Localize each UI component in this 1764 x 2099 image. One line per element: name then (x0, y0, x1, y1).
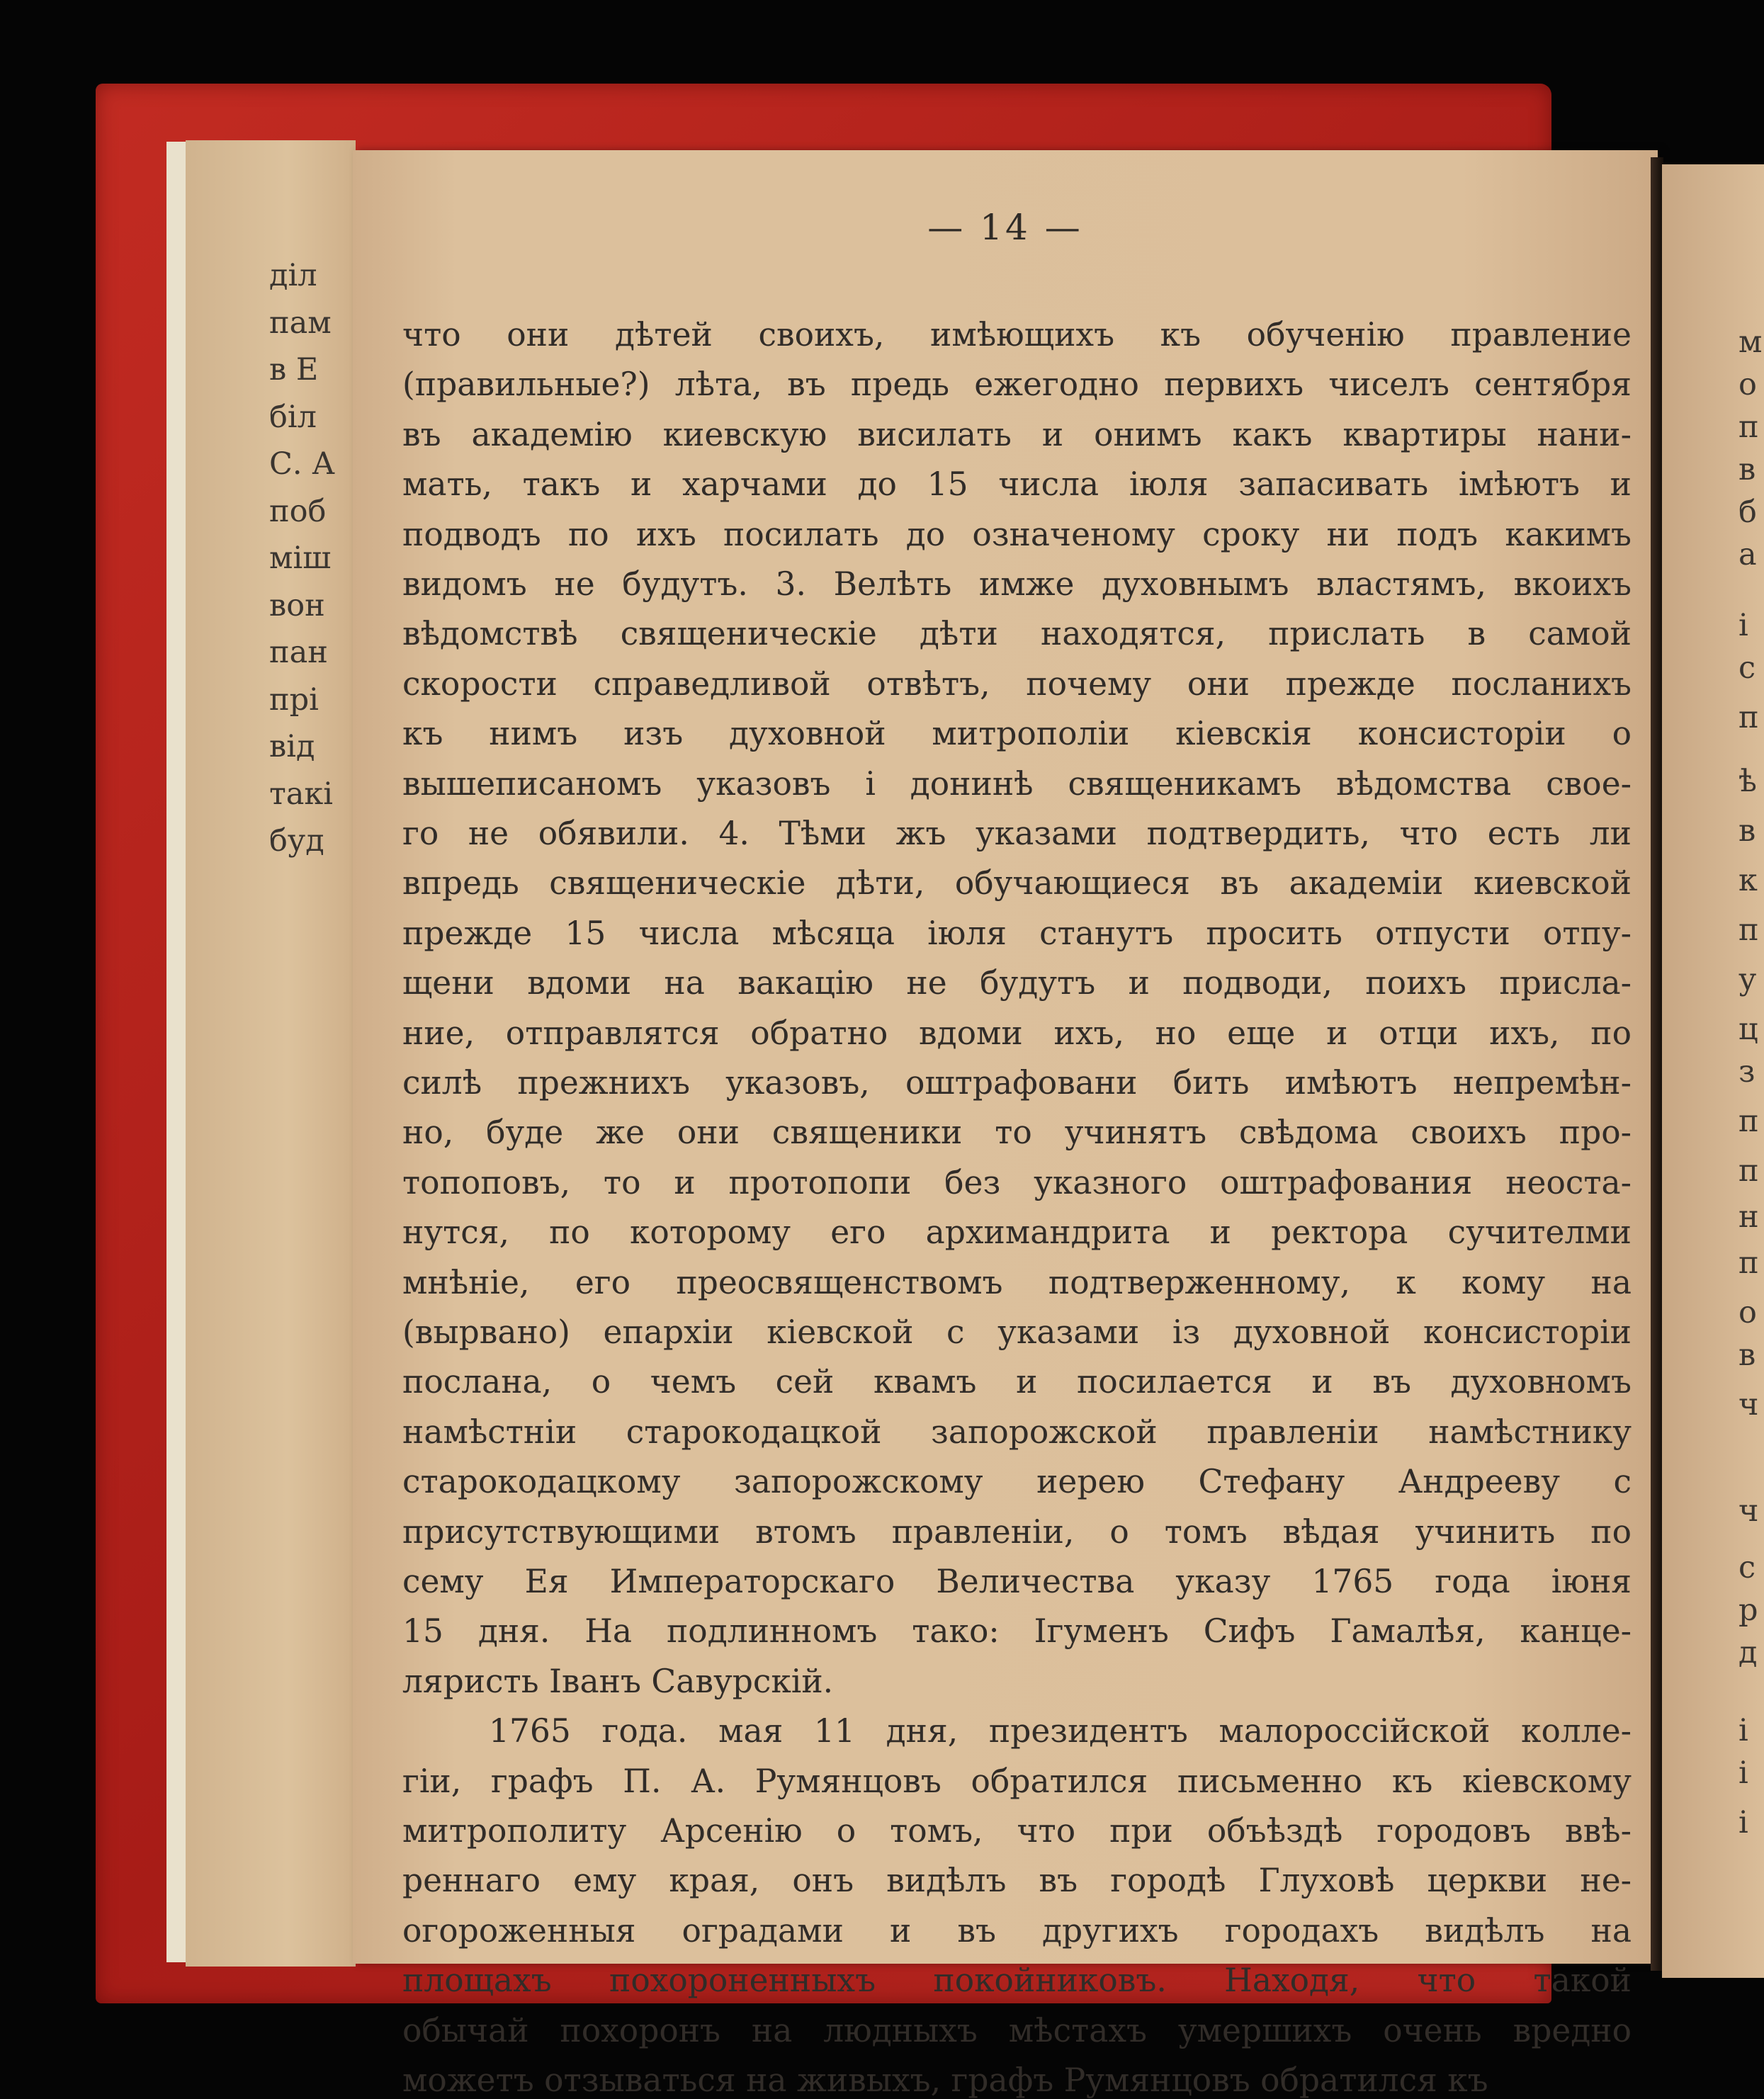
right-page-fragment: в (1738, 813, 1756, 849)
text-line: въ академію киевскую висилать и онимъ какъ квартиры нани- (402, 415, 1632, 453)
text-line: присутствующими втомъ правленіи, о томъ вѣдая учинить по (402, 1512, 1632, 1551)
right-page-fragment: і (1738, 1805, 1748, 1840)
left-page-fragment: від (269, 729, 315, 764)
right-page-fragment: і (1738, 1755, 1748, 1791)
text-line: (правильные?) лѣта, въ предь ежегодно первихъ чиселъ сентября (402, 366, 1632, 404)
text-line: вѣдомствѣ священическіе дѣти находятся, прислать в самой (402, 615, 1632, 653)
right-page-fragment: і (1738, 1713, 1748, 1748)
text-line: мнѣніе, его преосвященствомъ подтверженному, к кому на (402, 1263, 1632, 1301)
right-page-fragment: п (1738, 1245, 1759, 1281)
right-page-fragment: і (1738, 608, 1748, 643)
right-page-fragment: с (1738, 1550, 1756, 1585)
right-page-fragment: р (1738, 1592, 1758, 1628)
left-page-fragment: в Е (269, 352, 319, 387)
text-line: скорости справедливой отвѣтъ, почему они прежде посланихъ (402, 664, 1632, 703)
text-line: 1765 года. мая 11 дня, президентъ малороссійской колле- (489, 1712, 1632, 1750)
left-page-fragment: пам (269, 305, 332, 341)
text-line: видомъ не будутъ. 3. Велѣть имже духовнымъ властямъ, вкоихъ (402, 565, 1632, 603)
text-line: площахъ похороненныхъ покойниковъ. Находя, что такой (402, 1962, 1632, 2000)
right-page-fragment: з (1738, 1054, 1755, 1090)
text-line: щени вдоми на вакацію не будутъ и подводи, поихъ присла- (402, 964, 1632, 1002)
text-line: ляристь Іванъ Савурскій. (402, 1662, 834, 1700)
text-line: впредь священическіе дѣти, обучающиеся въ академіи киевской (402, 864, 1632, 903)
text-line: мать, такъ и харчами до 15 числа іюля запасивать імѣютъ и (402, 465, 1632, 504)
text-line: огороженныя оградами и въ другихъ городахъ видѣлъ на (402, 1911, 1632, 1950)
text-line: митрополиту Арсенію о томъ, что при объѣздѣ городовъ ввѣ- (402, 1812, 1632, 1850)
right-page-fragment: д (1738, 1635, 1758, 1670)
text-line: сему Ея Императорскаго Величества указу 1765 года іюня (402, 1563, 1632, 1600)
text-line: старокодацкому запорожскому иерею Стефану Андрееву с (402, 1463, 1632, 1501)
right-page-fragment: п (1738, 700, 1759, 735)
right-page-fragment: в (1738, 452, 1756, 487)
text-line: обычай похоронъ на людныхъ мѣстахъ умершихъ очень вредно (402, 2011, 1632, 2049)
book-page (353, 150, 1658, 2099)
text-line: ние, отправлятся обратно вдоми ихъ, но еще и отци ихъ, по (402, 1014, 1632, 1052)
left-page-fragment: біл (269, 399, 317, 435)
right-page-fragment: о (1738, 1295, 1757, 1330)
right-page-fragment: ѣ (1738, 764, 1757, 799)
right-page-edge (1662, 164, 1764, 1978)
right-page-fragment: а (1738, 537, 1757, 572)
text-line: го не обявили. 4. Тѣми жъ указами подтвердить, что есть ли (402, 815, 1632, 852)
right-page-fragment: б (1738, 494, 1757, 530)
left-page-fragment: вон (269, 587, 325, 623)
right-page-fragment: о (1738, 367, 1757, 402)
right-page-fragment: ц (1738, 1012, 1758, 1047)
right-page-fragment: п (1738, 1153, 1759, 1189)
right-page-fragment: ч (1738, 1387, 1759, 1422)
text-line: 15 дня. На подлинномъ тако: Ігуменъ Сифъ Гамалѣя, канце- (402, 1612, 1632, 1651)
text-line: послана, о чемъ сей квамъ и посилается и въ духовномъ (402, 1363, 1632, 1401)
page-number: — 14 — (927, 207, 1083, 248)
left-page-edge (186, 140, 356, 1967)
right-page-fragment: ч (1738, 1493, 1759, 1529)
text-line: силѣ прежнихъ указовъ, оштрафовани бить имѣютъ непремѣн- (402, 1064, 1632, 1102)
text-line: вышеписаномъ указовъ і донинѣ священикамъ вѣдомства свое- (402, 764, 1632, 803)
text-line: прежде 15 числа мѣсяца іюля станутъ просить отпусти отпу- (402, 914, 1632, 952)
right-page-fragment: м (1738, 324, 1763, 360)
left-page-fragment: прі (269, 681, 319, 718)
right-page-fragment: у (1738, 962, 1757, 997)
text-line: реннаго ему края, онъ видѣлъ въ городѣ Глуховѣ церкви не- (402, 1862, 1632, 1900)
left-page-fragment: пан (269, 635, 328, 670)
text-line: (вырвано) епархіи кіевской с указами із духовной консисторіи (402, 1313, 1632, 1351)
right-page-fragment: с (1738, 650, 1756, 686)
left-page-fragment: діл (269, 258, 317, 293)
right-page-fragment: п (1738, 912, 1759, 948)
left-page-fragment: поб (269, 493, 327, 529)
text-line: нутся, по которому его архимандрита и ректора сучителми (402, 1213, 1632, 1252)
text-line: топоповъ, то и протопопи без указного оштрафования неоста- (402, 1163, 1632, 1201)
text-line: можетъ отзываться на живыхъ, графъ Румянцовъ обратился къ (402, 2061, 1488, 2099)
left-page-fragment: С. А (269, 446, 335, 482)
right-page-fragment: к (1738, 863, 1758, 898)
text-line: подводъ по ихъ посилать до означеному сроку ни подъ какимъ (402, 515, 1632, 553)
text-line: намѣстніи старокодацкой запорожской правленіи намѣстнику (402, 1413, 1632, 1451)
left-page-fragment: буд (269, 823, 324, 859)
right-page-fragment: н (1738, 1199, 1759, 1235)
right-page-fragment: п (1738, 1104, 1759, 1139)
right-page-fragment: п (1738, 409, 1759, 445)
text-line: къ нимъ изъ духовной митрополіи кіевскія консисторіи о (402, 715, 1632, 753)
text-line: гіи, графъ П. А. Румянцовъ обратился письменно къ кіевскому (402, 1762, 1632, 1800)
right-page-fragment: в (1738, 1337, 1756, 1373)
left-page-fragment: такі (269, 776, 334, 812)
text-line: но, буде же они священики то учинятъ свѣдома своихъ про- (402, 1114, 1632, 1152)
left-page-fragment: міш (269, 541, 332, 576)
text-line: что они дѣтей своихъ, имѣющихъ къ обученію правление (402, 316, 1632, 353)
